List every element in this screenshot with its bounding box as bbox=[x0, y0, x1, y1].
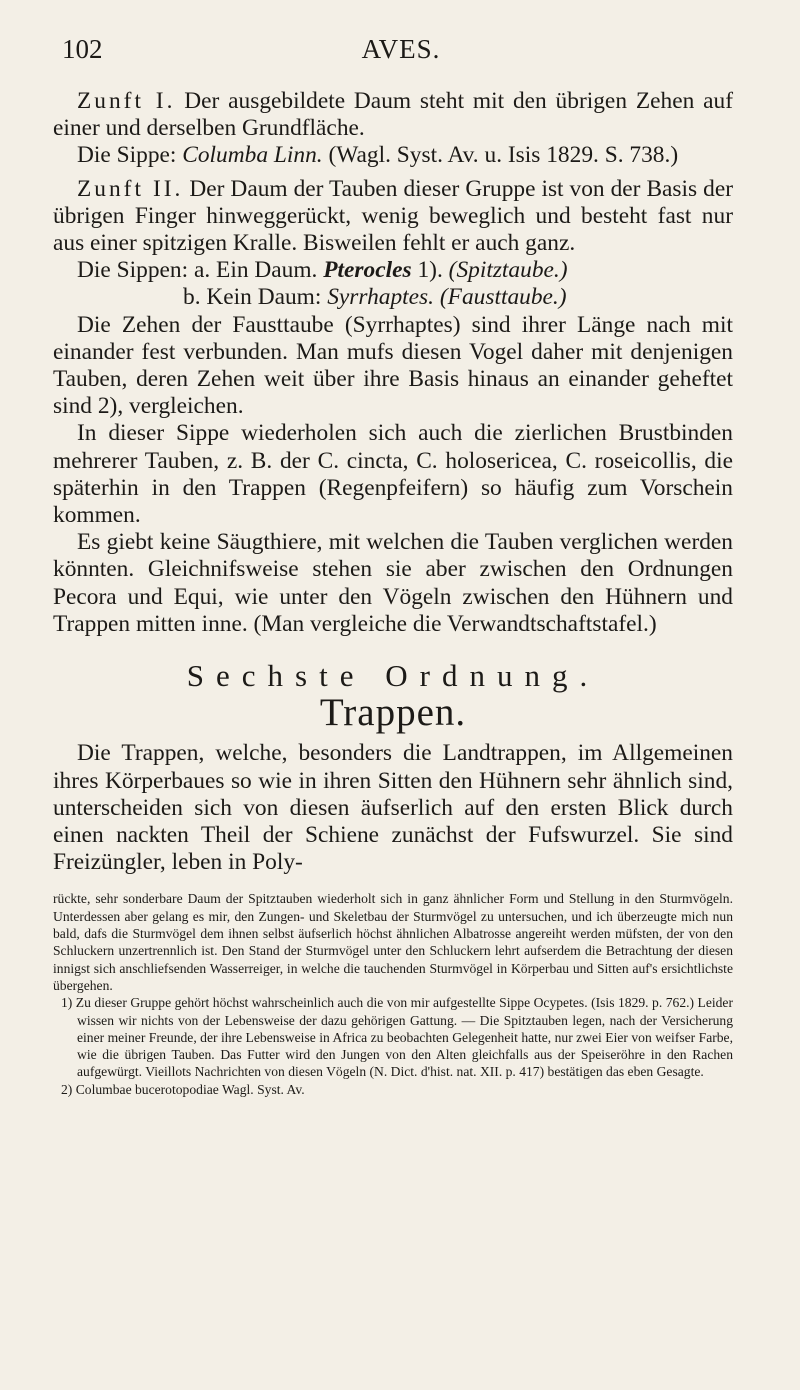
sippen-b-de: (Fausttaube.) bbox=[439, 284, 567, 311]
page-header bbox=[62, 34, 740, 68]
running-title: AVES. bbox=[361, 34, 441, 64]
footnote-1: 1) Zu dieser Gruppe gehört höchst wahrscheinlich auch die von mir aufgestellte Sippe Ocypetes. (Isis 1829. p. 762.) Leider wissen wir nichts von der Lebensweise der dazu gehörigen Gattung. — Die Spitztauben legen, nach der Versicherung einer meiner Freunde, der ihre Lebensweise in Africa zu beobachten Gelegenheit hatte, nur zwei Eier von weifser Farbe, wie die übrigen Tauben. Das Futter wird den Jungen von den Alten gleichfalls aus der Speiseröhre in den Rachen aufgewürgt. Vieillots Nachrichten von diesen Vögeln (N. Dict. d'hist. nat. XII. p. 417) bestätigen das eben Gesagte. bbox=[61, 995, 733, 1080]
paragraph-sippen-a bbox=[53, 257, 733, 284]
main-text bbox=[53, 88, 733, 1098]
footnote-2: 2) Columbae bucerotopodiae Wagl. Syst. Av. bbox=[61, 1081, 305, 1097]
sippen-b: b. Kein Daum: bbox=[183, 284, 322, 311]
section-title: Trappen. bbox=[319, 691, 467, 735]
paragraph-brustbinden: In dieser Sippe wiederholen sich auch die zierlichen Brustbinden mehrerer Tauben, z. B. der C. cincta, C. holosericea, C. roseicollis, die späterhin in den Trappen (Regenpfeifern) so häufig zum Vorschein kommen. bbox=[53, 420, 733, 529]
paragraph-zunft-2 bbox=[53, 176, 733, 258]
paragraph-saeugthiere: Es giebt keine Säugthiere, mit welchen die Tauben verglichen werden könnten. Gleichnifsweise stehen sie aber zwischen den Ordnungen Pecora und Equi, wie unter den Vögeln zwischen den Hühnern und Trappen mitten inne. (Man vergleiche die Verwandtschaftstafel.) bbox=[53, 529, 733, 637]
page-number: 102 bbox=[62, 34, 103, 64]
zunft-2-text: Der Daum der Tauben dieser Gruppe ist von der Basis der übrigen Finger hinweggerückt, wenig beweglich und besteht fast nur aus einer spitzigen Kralle. Bisweilen fehlt er auch ganz. bbox=[53, 175, 733, 257]
paragraph-zunft-1 bbox=[53, 88, 733, 142]
sippen-a-name: Pterocles bbox=[323, 257, 412, 284]
sippen-a-note: 1). bbox=[417, 257, 443, 284]
zunft-1-label: Zunft I. bbox=[77, 88, 176, 114]
sippen-b-name: Syrrhaptes. bbox=[327, 284, 435, 311]
sippen-label: Die Sippen: bbox=[77, 257, 189, 284]
sippen-a: a. Ein Daum. bbox=[193, 257, 318, 284]
zunft-1-text: Der ausgebildete Daum steht mit den übrigen Zehen auf einer und derselben Grundfläche. bbox=[53, 88, 733, 142]
paragraph-sippe-columba bbox=[53, 142, 733, 169]
paragraph-fausttaube: Die Zehen der Fausttaube (Syrrhaptes) sind ihrer Länge nach mit einander fest verbunden. Man mufs diesen Vogel daher mit denjenigen Tauben, deren Zehen weit über ihre Basis hinaus an einander geheftet sind 2), vergleichen. bbox=[53, 311, 733, 420]
sippe-label: Die Sippe: bbox=[77, 142, 177, 169]
zunft-2-label: Zunft II. bbox=[77, 175, 184, 202]
paragraph-trappen: Die Trappen, welche, besonders die Landtrappen, im Allgemeinen ihres Körperbaues so wie in ihren Sitten den Hühnern sehr ähnlich sind, unterscheiden sich von diesen äufserlich auf den ersten Blick durch einen nackten Theil der Schiene zunächst der Fufswurzel. Sie sind Freizüngler, leben in Poly- bbox=[53, 740, 733, 876]
footnote-continuation: rückte, sehr sonderbare Daum der Spitztauben wiederholt sich in ganz ähnlicher Form und Stellung in den Sturmvögeln. Unterdessen aber gelang es mir, den Zungen- und Skeletbau der Sturmvögel zu untersuchen, und ich überzeugte mich nun bald, dafs die Sturmvögel dem ihnen selbst äufserlich höchst ähnlichen Albatrosse angereiht werden müfsten, der von den Schluckern unzertrennlich ist. Den Stand der Sturmvögel unter den Schluckern lehrt aufserdem die Betrachtung der diesen innigst sich anschliefsenden Wasserreiger, in welche die tauchenden Sturmvögel in Körperbau und Sitten auf's ersichtlichste übergehen. bbox=[53, 891, 733, 993]
footnotes bbox=[53, 890, 733, 1098]
order-heading: Sechste Ordnung. bbox=[186, 658, 600, 694]
sippe-columba: Columba Linn. bbox=[182, 142, 323, 169]
paragraph-sippen-b bbox=[53, 284, 733, 311]
sippe-columba-ref: (Wagl. Syst. Av. u. Isis 1829. S. 738.) bbox=[328, 142, 679, 169]
sippen-a-de: (Spitztaube.) bbox=[448, 257, 568, 284]
